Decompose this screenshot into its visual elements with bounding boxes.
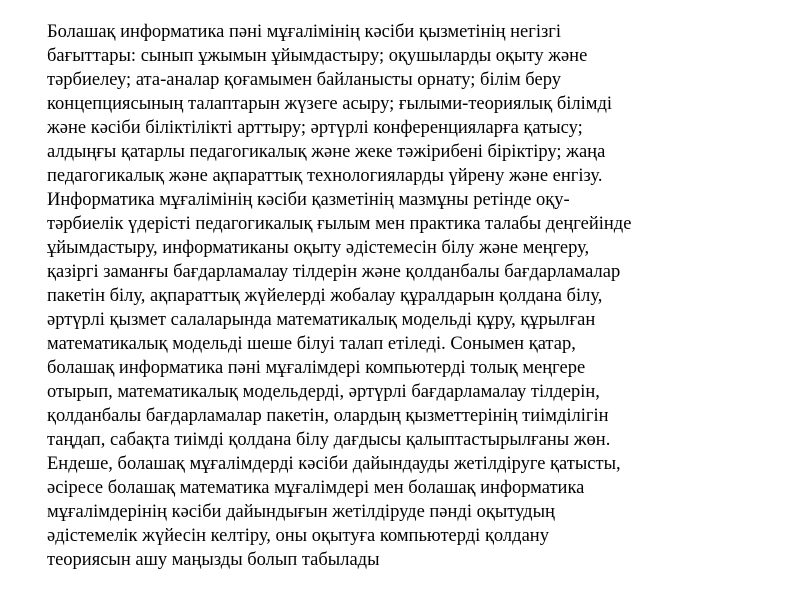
paragraph-line: қолданбалы бағдарламалар пакетін, олардың қызметтерінің тиімділігін <box>47 406 609 426</box>
paragraph-line: Болашақ информатика пәні мұғалімінің кәсіби қызметінің негізгі <box>47 22 562 42</box>
paragraph-line: ұйымдастыру, информатиканы оқыту әдістемесін білу және меңгеру, <box>47 238 590 258</box>
paragraph-line: теориясын ашу маңызды болып табылады <box>47 550 380 570</box>
paragraph-line: тәрбиелік үдерісті педагогикалық ғылым мен практика талабы деңгейінде <box>47 214 632 234</box>
paragraph-line: бағыттары: сынып ұжымын ұйымдастыру; оқушыларды оқыту және <box>47 46 588 66</box>
paragraph-line: Ендеше, болашақ мұғалімдерді кәсіби дайындауды жетілдіруге қатысты, <box>47 454 621 474</box>
paragraph-line: қазіргі заманғы бағдарламалау тілдерін және қолданбалы бағдарламалар <box>47 262 621 282</box>
paragraph-line: математикалық модельді шеше білуі талап етіледі. Сонымен қатар, <box>47 334 576 354</box>
slide-left-edge <box>0 0 6 600</box>
paragraph-line: және кәсіби біліктілікті арттыру; әртүрлі конференцияларға қатысу; <box>47 118 583 138</box>
paragraph-line: тәрбиелеу; ата-аналар қоғамымен байланысты орнату; білім беру <box>47 70 561 90</box>
paragraph-line: пакетін білу, ақпараттық жүйелерді жобалау құралдарын қолдана білу, <box>47 286 603 306</box>
paragraph-line: мұғалімдерінің кәсіби дайындығын жетілдіруде пәнді оқытудың <box>47 502 555 522</box>
paragraph-line: концепциясының талаптарын жүзеге асыру; ғылыми-теориялық білімді <box>47 94 612 114</box>
paragraph-line: таңдап, сабақта тиімді қолдана білу дағдысы қалыптастырылғаны жөн. <box>47 430 611 450</box>
paragraph-line: болашақ информатика пәні мұғалімдері компьютерді толық меңгере <box>47 358 586 378</box>
paragraph-line: алдыңғы қатарлы педагогикалық және жеке тәжірибені біріктіру; жаңа <box>47 142 606 162</box>
paragraph-line: әртүрлі қызмет салаларында математикалық модельдi құру, құрылған <box>47 310 596 330</box>
paragraph-line: отырып, математикалық модельдерді, әртүрлі бағдарламалау тілдерін, <box>47 382 600 402</box>
paragraph-line: педагогикалық және ақпараттық технологияларды үйрену және енгізу. <box>47 166 603 186</box>
body-paragraph <box>47 20 782 572</box>
paragraph-line: әсіресе болашақ математика мұғалімдері мен болашақ информатика <box>47 478 585 498</box>
paragraph-line: әдістемелік жүйесін келтіру, оны оқытуға компьютерді қолдану <box>47 526 549 546</box>
paragraph-line: Информатика мұғалімінің кәсіби қазметінің мазмұны ретінде оқу- <box>47 190 570 210</box>
